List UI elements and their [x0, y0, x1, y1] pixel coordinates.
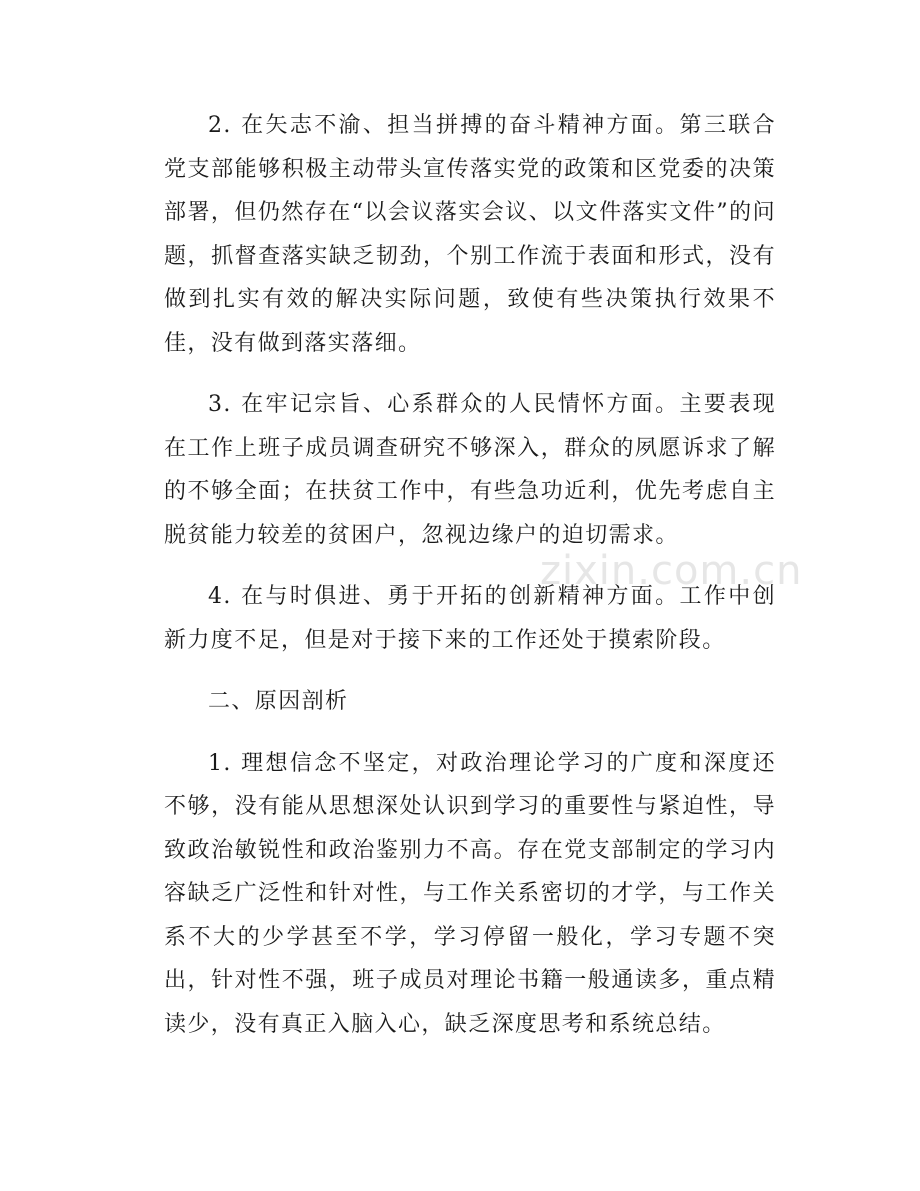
paragraph-section-2-item-1: 1. 理想信念不坚定，对政治理论学习的广度和深度还不够，没有能从思想深处认识到学习的重要性与紧迫性，导致政治敏锐性和政治鉴别力不高。存在党支部制定的学习内容缺乏广泛性和针对性，与工作关系密切的才学，与工作关系不大的少学甚至不学，学习停留一般化，学习专题不突出，针对性不强，班子成员对理论书籍一般通读多，重点精读少，没有真正入脑入心，缺乏深度思考和系统总结。 — [164, 750, 776, 1037]
paragraph-section-1-item-3: 3. 在牢记宗旨、心系群众的人民情怀方面。主要表现在工作上班子成员调查研究不够深入，群众的夙愿诉求了解的不够全面；在扶贫工作中，有些急功近利，优先考虑自主脱贫能力较差的贫困户，忽视边缘户的迫切需求。 — [164, 392, 776, 548]
watermark-text: zixin.com.cn — [540, 548, 803, 594]
paragraph-section-1-item-2: 2. 在矢志不渝、担当拼搏的奋斗精神方面。第三联合党支部能够积极主动带头宣传落实党的政策和区党委的决策部署，但仍然存在“以会议落实会议、以文件落实文件”的问题，抓督查落实缺乏韧劲，个别工作流于表面和形式，没有做到扎实有效的解决实际问题，致使有些决策执行效果不佳，没有做到落实落细。 — [164, 113, 776, 356]
paragraph-section-1-item-4: 4. 在与时俱进、勇于开拓的创新精神方面。工作中创新力度不足，但是对于接下来的工作还处于摸索阶段。 — [164, 584, 776, 653]
document-body — [164, 104, 776, 1064]
section-heading-cause-analysis: 二、原因剖析 — [208, 689, 349, 714]
